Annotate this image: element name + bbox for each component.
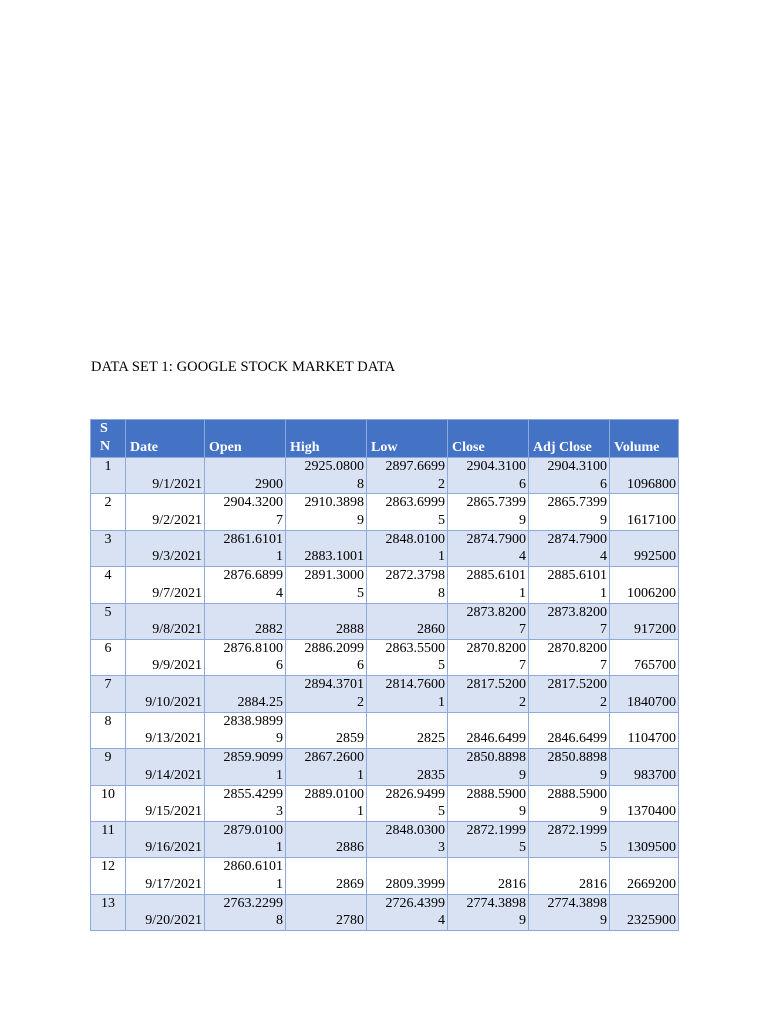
cell-low: 2826.9499 5 [367,785,448,821]
cell-volume: 983700 [610,749,679,785]
cell-date: 9/2/2021 [126,494,205,530]
cell-open: 2763.2299 8 [205,894,286,930]
cell-open: 2882 [205,603,286,639]
table-row [91,749,679,785]
table-row [91,567,679,603]
cell-date: 9/16/2021 [126,821,205,857]
cell-volume: 1617100 [610,494,679,530]
table-header [91,420,679,458]
cell-sn: 2 [91,494,126,530]
cell-volume: 1840700 [610,676,679,712]
table-row [91,858,679,894]
cell-date: 9/1/2021 [126,458,205,494]
cell-adj-close: 2850.8898 9 [529,749,610,785]
cell-volume: 1006200 [610,567,679,603]
column-header-close: Close [448,420,529,458]
cell-open: 2838.9899 9 [205,712,286,748]
column-header-volume: Volume [610,420,679,458]
cell-open: 2879.0100 1 [205,821,286,857]
cell-low: 2848.0300 3 [367,821,448,857]
table-row [91,894,679,930]
table-row [91,712,679,748]
table-row [91,676,679,712]
cell-open: 2900 [205,458,286,494]
cell-volume: 917200 [610,603,679,639]
cell-close: 2888.5900 9 [448,785,529,821]
column-header-low: Low [367,420,448,458]
cell-sn: 11 [91,821,126,857]
cell-sn: 6 [91,639,126,675]
cell-date: 9/9/2021 [126,639,205,675]
cell-volume: 1096800 [610,458,679,494]
cell-sn: 12 [91,858,126,894]
cell-open: 2904.3200 7 [205,494,286,530]
cell-high: 2886 [286,821,367,857]
table-row [91,458,679,494]
column-header-sn: S N [91,420,126,458]
cell-sn: 5 [91,603,126,639]
cell-low: 2848.0100 1 [367,530,448,566]
table-row [91,821,679,857]
cell-close: 2872.1999 5 [448,821,529,857]
cell-close: 2885.6101 1 [448,567,529,603]
table-row [91,639,679,675]
cell-high: 2889.0100 1 [286,785,367,821]
cell-high: 2886.2099 6 [286,639,367,675]
cell-date: 9/3/2021 [126,530,205,566]
cell-close: 2774.3898 9 [448,894,529,930]
cell-volume: 2325900 [610,894,679,930]
cell-low: 2809.3999 [367,858,448,894]
cell-high: 2925.0800 8 [286,458,367,494]
table-body [91,458,679,931]
cell-high: 2891.3000 5 [286,567,367,603]
cell-sn: 9 [91,749,126,785]
stock-data-table [90,419,679,931]
cell-low: 2726.4399 4 [367,894,448,930]
header-row [91,420,679,458]
cell-volume: 1370400 [610,785,679,821]
cell-adj-close: 2873.8200 7 [529,603,610,639]
cell-close: 2817.5200 2 [448,676,529,712]
cell-high: 2910.3898 9 [286,494,367,530]
table-row [91,530,679,566]
cell-open: 2861.6101 1 [205,530,286,566]
cell-adj-close: 2774.3898 9 [529,894,610,930]
column-header-adj-close: Adj Close [529,420,610,458]
cell-adj-close: 2888.5900 9 [529,785,610,821]
column-header-date: Date [126,420,205,458]
cell-close: 2873.8200 7 [448,603,529,639]
cell-low: 2863.6999 5 [367,494,448,530]
cell-open: 2884.25 [205,676,286,712]
cell-date: 9/8/2021 [126,603,205,639]
cell-volume: 1104700 [610,712,679,748]
cell-low: 2814.7600 1 [367,676,448,712]
cell-high: 2888 [286,603,367,639]
cell-volume: 1309500 [610,821,679,857]
column-header-high: High [286,420,367,458]
table-row [91,785,679,821]
cell-open: 2876.6899 4 [205,567,286,603]
cell-low: 2863.5500 5 [367,639,448,675]
cell-high: 2894.3701 2 [286,676,367,712]
cell-adj-close: 2817.5200 2 [529,676,610,712]
cell-open: 2876.8100 6 [205,639,286,675]
cell-date: 9/20/2021 [126,894,205,930]
cell-low: 2860 [367,603,448,639]
cell-date: 9/17/2021 [126,858,205,894]
cell-sn: 3 [91,530,126,566]
cell-high: 2780 [286,894,367,930]
cell-close: 2874.7900 4 [448,530,529,566]
cell-close: 2816 [448,858,529,894]
cell-high: 2883.1001 [286,530,367,566]
cell-low: 2825 [367,712,448,748]
cell-date: 9/10/2021 [126,676,205,712]
cell-close: 2870.8200 7 [448,639,529,675]
cell-high: 2859 [286,712,367,748]
cell-date: 9/14/2021 [126,749,205,785]
cell-sn: 8 [91,712,126,748]
cell-open: 2859.9099 1 [205,749,286,785]
cell-date: 9/15/2021 [126,785,205,821]
cell-adj-close: 2874.7900 4 [529,530,610,566]
cell-sn: 13 [91,894,126,930]
cell-adj-close: 2846.6499 [529,712,610,748]
dataset-title: DATA SET 1: GOOGLE STOCK MARKET DATA [91,359,396,375]
cell-volume: 992500 [610,530,679,566]
cell-close: 2865.7399 9 [448,494,529,530]
cell-adj-close: 2870.8200 7 [529,639,610,675]
cell-low: 2835 [367,749,448,785]
cell-sn: 7 [91,676,126,712]
cell-volume: 2669200 [610,858,679,894]
cell-low: 2872.3798 8 [367,567,448,603]
cell-high: 2869 [286,858,367,894]
cell-adj-close: 2865.7399 9 [529,494,610,530]
table-row [91,494,679,530]
cell-adj-close: 2872.1999 5 [529,821,610,857]
cell-sn: 4 [91,567,126,603]
cell-sn: 10 [91,785,126,821]
cell-open: 2855.4299 3 [205,785,286,821]
cell-high: 2867.2600 1 [286,749,367,785]
column-header-open: Open [205,420,286,458]
cell-adj-close: 2816 [529,858,610,894]
table-row [91,603,679,639]
cell-open: 2860.6101 1 [205,858,286,894]
cell-date: 9/7/2021 [126,567,205,603]
cell-sn: 1 [91,458,126,494]
cell-volume: 765700 [610,639,679,675]
cell-close: 2904.3100 6 [448,458,529,494]
cell-date: 9/13/2021 [126,712,205,748]
cell-close: 2846.6499 [448,712,529,748]
cell-close: 2850.8898 9 [448,749,529,785]
cell-adj-close: 2904.3100 6 [529,458,610,494]
cell-low: 2897.6699 2 [367,458,448,494]
cell-adj-close: 2885.6101 1 [529,567,610,603]
